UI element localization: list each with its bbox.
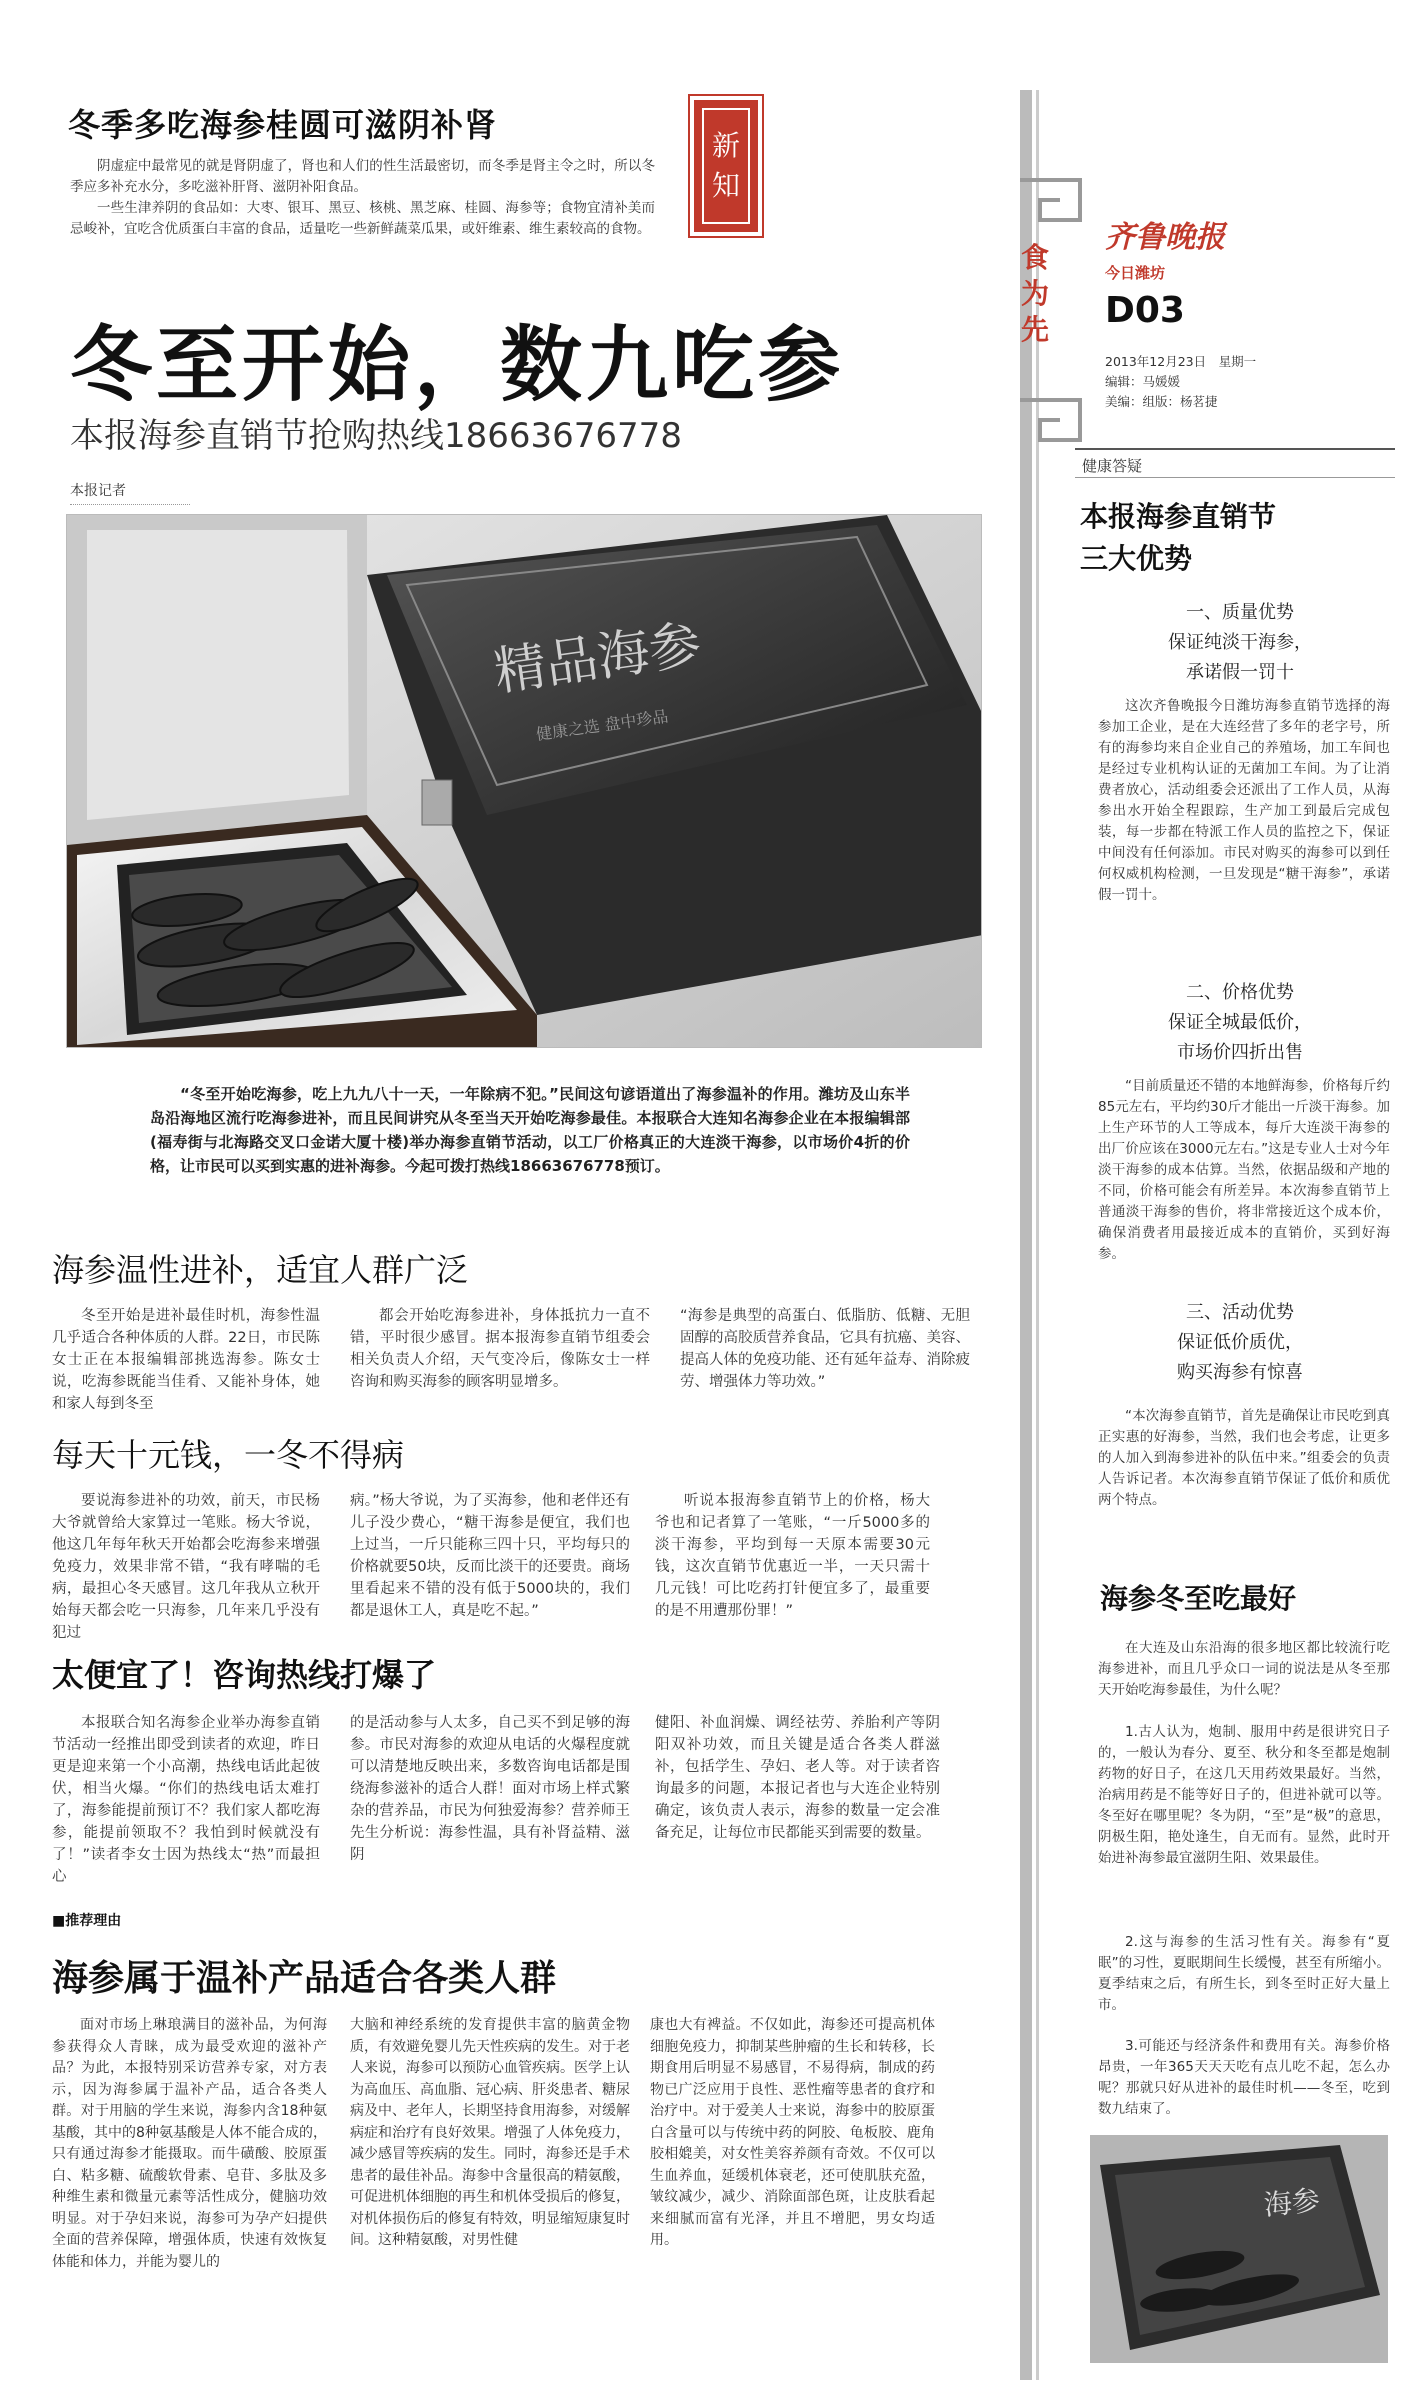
advantage3-text: “本次海参直销节，首先是确保让市民吃到真正实惠的好海参，当然，我们也会考虑，让更多的人加入到海参进补的队伍中来。”组委会的负责人告诉记者。本次海参直销节保证了低价和质优两个特点。	[1098, 1408, 1390, 1508]
article2-point2: 2.这与海参的生活习性有关。海参有“夏眠”的习性，夏眠期间生长缓慢，甚至有所缩小。夏季结束之后，有所生长，到冬至时正好大量上市。	[1098, 1934, 1390, 2013]
article2-point1: 1.古人认为，炮制、服用中药是很讲究日子的，一般认为春分、夏至、秋分和冬至都是炮制药物的好日子，在这几天用药效果最好。当然，治病用药是不能等好日子的，但进补就可以等。冬至好在哪里呢？冬为阴，“至”是“极”的意思，阴极生阳，艳处逢生，自无而有。显然，此时开始进补海参最宜滋阴生阳、效果最佳。	[1098, 1724, 1390, 1866]
heading-line: 承诺假一罚十	[1186, 662, 1294, 683]
badge-char: 知	[711, 169, 740, 202]
main-headline: 冬至开始，数九吃参	[70, 318, 845, 413]
heading-line: 保证纯淡干海参，	[1168, 632, 1312, 653]
section1-col2: 都会开始吃海参进补，身体抵抗力一直不错，平时很少感冒。据本报海参直销节组委会相关负责人介绍，天气变冷后，像陈女士一样咨询和购买海参的顾客明显增多。	[350, 1308, 650, 1390]
top-article-para2: 一些生津养阴的食品如：大枣、银耳、黑豆、核桃、黑芝麻、桂圆、海参等；食物宜清补美而忌峻补，宜吃含优质蛋白丰富的食品，适量吃一些新鲜蔬菜瓜果，或奸维素、维生素较高的食物。	[70, 200, 655, 237]
title-line: 三大优势	[1080, 542, 1193, 575]
section4-col2: 大脑和神经系统的发育提供丰富的脑黄金物质，有效避免婴儿先天性疾病的发生。对于老人来说，海参可以预防心血管疾病。医学上认为高血压、高血脂、冠心病、肝炎患者、糖尿病及中、老年人，长期坚持食用海参，对缓解病症和治疗有良好效果。增强了人体免疫力，减少感冒等疾病的发生。同时，海参还是手术患者的最佳补品。海参中含量很高的精氨酸，可促进机体细胞的再生和机体受损后的修复，对机体损伤后的修复有特效，明显缩短康复时间。这种精氨酸，对男性健	[350, 2017, 630, 2248]
sea-cucumber-gift-box-photo	[66, 514, 982, 1048]
heading-line: 三、活动优势	[1186, 1302, 1294, 1323]
sidebar-article2-title: 海参冬至吃最好	[1100, 1582, 1297, 1615]
heading-line: 保证全城最低价，	[1168, 1012, 1312, 1033]
label-char: 为	[1020, 277, 1049, 310]
heading-line: 二、价格优势	[1186, 982, 1294, 1003]
box-subtitle-text: 健康之选 盘中珍品	[534, 706, 670, 744]
top-margin	[0, 0, 1409, 30]
gift-box-illustration	[67, 515, 982, 1048]
issue-date: 2013年12月23日 星期一	[1105, 354, 1257, 369]
box-clasp	[422, 780, 452, 825]
heading-line: 市场价四折出售	[1177, 1042, 1303, 1063]
advantage2-text: “目前质量还不错的本地鲜海参，价格每斤约85元左右，平均约30斤才能出一斤淡干海参。加上生产环节的人工等成本，每斤大连淡干海参的出厂价应该在3000元左右。”这是专业人士对今年淡干海参的成本估算。当然，依据品级和产地的不同，价格可能会有所差异。本次海参直销节上普通淡干海参的售价，将非常接近这个成本价，确保消费者用最接近成本的直销价，买到好海参。	[1098, 1078, 1390, 1262]
section1-title: 海参温性进补，适宜人群广泛	[52, 1251, 469, 1289]
article2-intro: 在大连及山东沿海的很多地区都比较流行吃海参进补，而且几乎众口一词的说法是从冬至那天开始吃海参最佳，为什么呢？	[1098, 1640, 1390, 1698]
advantage1-text: 这次齐鲁晚报今日潍坊海参直销节选择的海参加工企业，是在大连经营了多年的老字号，所有的海参均来自企业自己的养殖场，加工车间也是经过专业机构认证的无菌加工车间。为了让消费者放心，活动组委会还派出了工作人员，从海参出水开始全程跟踪，生产加工到最后完成包装，每一步都在特派工作人员的监控之下，保证中间没有任何添加。市民对购买的海参可以到任何权威机构检测，一旦发现是“糖干海参”，承诺假一罚十。	[1098, 698, 1390, 903]
box-title-text: 精品海参	[490, 614, 705, 703]
vertical-column-label	[1018, 240, 1052, 348]
heading-line: 一、质量优势	[1186, 602, 1294, 623]
section1-col1: 冬至开始是进补最佳时机，海参性温几乎适合各种体质的人群。22日，市民陈女士正在本报编辑部挑选海参。陈女士说，吃海参既能当佳肴、又能补身体，她和家人每到冬至	[52, 1308, 320, 1412]
top-article-para1: 阴虚症中最常见的就是肾阴虚了，肾也和人们的性生活最密切，而冬季是肾主令之时，所以冬季应多补充水分，多吃滋补肝肾、滋阴补阳食品。	[70, 158, 655, 195]
section2-title: 每天十元钱，一冬不得病	[52, 1436, 405, 1474]
section4-col1: 面对市场上琳琅满目的滋补品，为何海参获得众人青睐，成为最受欢迎的滋补产品？为此，本报特别采访营养专家，对方表示，因为海参属于温补产品，适合各类人群。对于用脑的学生来说，海参内含18种氨基酸，其中的8种氨基酸是人体不能合成的，只有通过海参才能摄取。而牛磺酸、胶原蛋白、粘多糖、硫酸软骨素、皂苷、多肽及多种维生素和微量元素等活性成分，健脑功效明显。对于孕妇来说，海参可为孕产妇提供全面的营养保障，增强体质，快速有效恢复体能和体力，并能为婴儿的	[52, 2017, 327, 2270]
recommend-tag: ■推荐理由	[52, 1913, 122, 1929]
section4-title: 海参属于温补产品适合各类人群	[52, 1958, 557, 1999]
section3-col3: 健阳、补血润燥、调经祛劳、养胎利产等阴阳双补功效，而且关键是适合各类人群滋补，包括学生、孕妇、老人等。对于读者咨询最多的问题，本报记者也与大连企业特别确定，该负责人表示，海参的数量一定会准备充足，让每位市民都能买到需要的数量。	[655, 1715, 940, 1841]
newspaper-brand: 齐鲁晚报	[1105, 220, 1225, 255]
edition-name: 今日潍坊	[1105, 264, 1166, 282]
advantage1-heading	[1090, 598, 1390, 688]
advantage2-heading	[1090, 978, 1390, 1068]
section2-col1: 要说海参进补的功效，前天，市民杨大爷就曾给大家算过一笔账。杨大爷说，他这几年每年秋天开始都会吃海参来增强免疫力，效果非常不错，“我有哮喘的毛病，最担心冬天感冒。这几年我从立秋开始每天都会吃一只海参，几年来几乎没有犯过	[52, 1493, 320, 1641]
sea-cucumber-box-photo	[1090, 2135, 1388, 2363]
section1-col3: “海参是典型的高蛋白、低脂肪、低糖、无胆固醇的高胶质营养食品，它具有抗癌、美容、提高人体的免疫功能、还有延年益寿、消除疲劳、增强体力等功效。”	[680, 1308, 970, 1390]
column-top-rule	[1075, 448, 1395, 450]
byline: 本报记者	[70, 480, 190, 505]
editor-credit: 编辑：马媛媛	[1105, 374, 1181, 389]
column-bottom-rule	[1075, 477, 1395, 478]
badge-char: 新	[711, 129, 740, 162]
art-credit: 美编：组版：杨茗捷	[1105, 394, 1218, 409]
page-number: D03	[1105, 290, 1185, 331]
box-photo-illustration	[1090, 2135, 1388, 2363]
page-meta	[1105, 352, 1256, 412]
section2-col2: 病。”杨大爷说，为了买海参，他和老伴还有儿子没少费心，“糖干海参是便宜，我们也上过当，一斤只能称三四十只，平均每只的价格就要50块，反而比淡干的还要贵。商场里看起来不错的没有低于5000块的，我们都是退休工人，真是吃不起。”	[350, 1493, 630, 1619]
photo-label-text: 海参	[1262, 2183, 1322, 2222]
advantage3-heading	[1090, 1298, 1390, 1388]
heading-line: 保证低价质优，	[1177, 1332, 1303, 1353]
title-line: 本报海参直销节	[1080, 500, 1277, 533]
section3-col1: 本报联合知名海参企业举办海参直销节活动一经推出即受到读者的欢迎，昨日更是迎来第一个小高潮，热线电话此起彼伏，相当火爆。“你们的热线电话太难打了，海参能提前预订不？我们家人都吃海参，能提前领取不？我怕到时候就没有了！”读者李女士因为热线太“热”而最担心	[52, 1715, 320, 1885]
xinzhi-badge	[690, 96, 762, 236]
sub-headline: 本报海参直销节抢购热线18663676778	[70, 416, 682, 456]
article2-point3: 3.可能还与经济条件和费用有关。海参价格昂贵，一年365天天天吃有点儿吃不起，怎么办呢？那就只好从进补的最佳时机——冬至，吃到数九结束了。	[1098, 2038, 1390, 2117]
section3-title: 太便宜了！咨询热线打爆了	[52, 1656, 437, 1694]
top-article-title: 冬季多吃海参桂圆可滋阴补肾	[68, 106, 498, 144]
section4-col3: 康也大有裨益。不仅如此，海参还可提高机体细胞免疫力，抑制某些肿瘤的生长和转移，长期食用后明显不易感冒，不易得病，制成的药物已广泛应用于良性、恶性瘤等患者的食疗和治疗中。对于爱美人士来说，海参中的胶原蛋白含量可以与传统中药的阿胶、龟板胶、鹿角胶相媲美，对女性美容养颜有奇效。不仅可以生血养血，延缓机体衰老，还可使肌肤充盈，皱纹减少，减少、消除面部色斑，让皮肤看起来细腻而富有光泽，并且不增肥，男女均适用。	[650, 2017, 935, 2248]
section3-col2: 的是活动参与人太多，自己买不到足够的海参。市民对海参的欢迎从电话的火爆程度就可以清楚地反映出来，多数咨询电话都是围绕海参滋补的适合人群！面对市场上样式繁杂的营养品，市民为何独爱海参？营养师王先生分析说：海参性温，具有补肾益精、滋阴	[350, 1715, 630, 1863]
lead-paragraph: “冬至开始吃海参，吃上九九八十一天，一年除病不犯。”民间这句谚语道出了海参温补的作用。潍坊及山东半岛沿海地区流行吃海参进补，而且民间讲究从冬至当天开始吃海参最佳。本报联合大连知名海参企业在本报编辑部(福寿街与北海路交叉口金诺大厦十楼)举办海参直销节活动，以工厂价格真正的大连淡干海参，以市场价4折的价格，让市民可以买到实惠的进补海参。今起可拨打热线18663676778预订。	[150, 1085, 910, 1175]
heading-line: 购买海参有惊喜	[1177, 1362, 1303, 1383]
column-label: 健康答疑	[1082, 457, 1143, 475]
sidebar-article-title	[1080, 496, 1276, 580]
label-char: 食	[1020, 241, 1049, 274]
label-char: 先	[1020, 313, 1049, 346]
section2-col3: 听说本报海参直销节上的价格，杨大爷也和记者算了一笔账，“一斤5000多的淡干海参，平均到每一天原本需要30元钱，这次直销节优惠近一半，一天只需十几元钱！可比吃药打针便宜多了，最重要的是不用遭那份罪！”	[655, 1493, 930, 1619]
